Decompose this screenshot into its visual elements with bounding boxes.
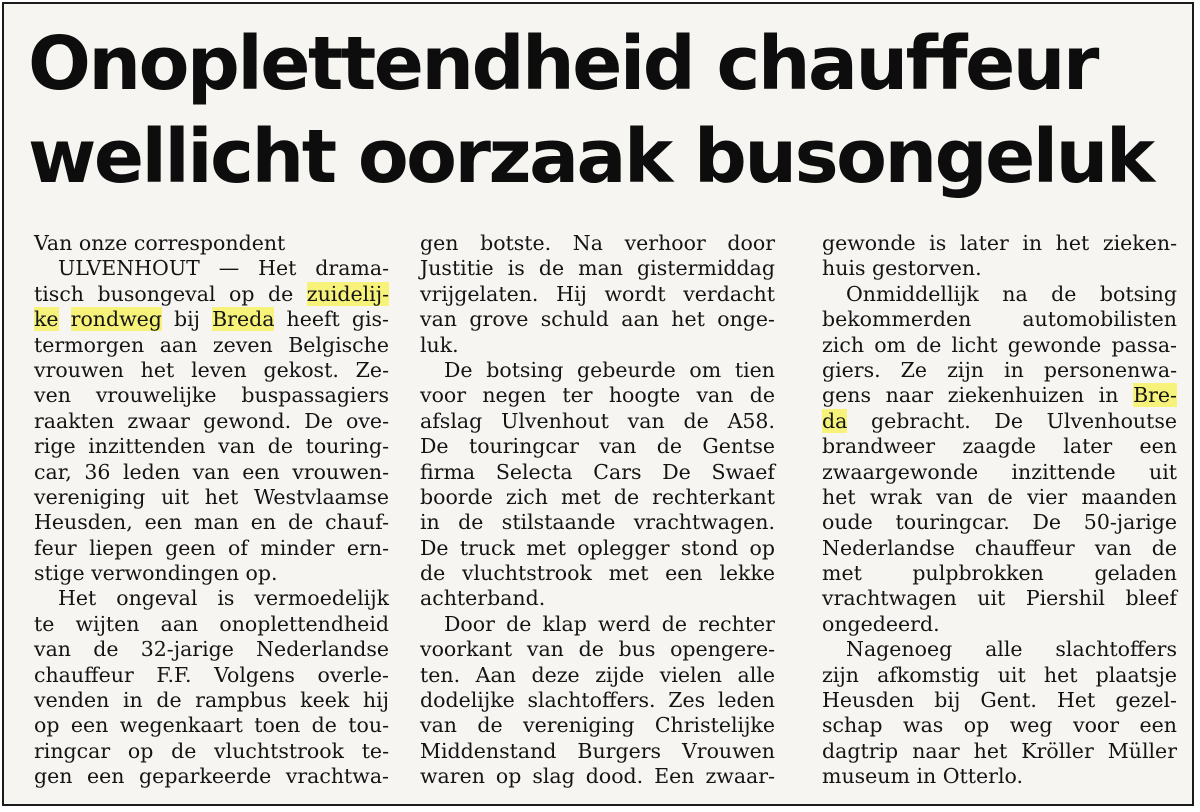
article-text: het wrak van de vier maanden [822, 484, 1177, 509]
article-line [822, 333, 1177, 358]
article-text: Heusden, een man en de chauf- [34, 510, 389, 535]
highlight-breda-2: Bre- [1133, 383, 1177, 408]
article-line [420, 307, 775, 332]
article-text: venden in de rampbus keek hij [34, 688, 389, 713]
article-line [822, 688, 1177, 713]
article-line [420, 688, 775, 713]
article-line [34, 688, 389, 713]
article-line [822, 358, 1177, 383]
article-line [34, 536, 389, 561]
article-line [420, 536, 775, 561]
article-body [26, 231, 1186, 801]
article-text: met pulpbrokken geladen [822, 561, 1177, 586]
article-text: gewonde is later in het zieken- [822, 231, 1177, 255]
article-line [420, 256, 775, 281]
article-text: gebracht. De Ulvenhoutse [847, 408, 1177, 433]
headline [28, 18, 1178, 204]
article-text: vereniging uit het Westvlaamse [34, 484, 389, 509]
article-line [34, 409, 389, 434]
article-text: van de vereniging Christelijke [420, 713, 775, 738]
article-text: ringcar op de vluchtstrook te- [34, 738, 389, 763]
article-text: voorkant van de bus opengere- [420, 637, 775, 662]
article-line [822, 383, 1177, 408]
article-line [822, 307, 1177, 332]
article-text: gens naar ziekenhuizen in [822, 383, 1134, 408]
article-text: gen botste. Na verhoor door [420, 231, 775, 255]
article-line [420, 637, 775, 662]
article-line [420, 510, 775, 535]
headline-line-1: Onoplettendheid chauffeur [28, 21, 1097, 107]
article-line [420, 383, 775, 408]
article-line [34, 333, 389, 358]
article-line [420, 561, 775, 586]
article-text: Justitie is de man gistermiddag [420, 256, 775, 281]
headline-line-2: wellicht oorzaak busongeluk [28, 114, 1153, 200]
article-text: Middenstand Burgers Vrouwen [420, 738, 775, 763]
article-text: huis gestorven. [822, 256, 982, 281]
article-text: Onmiddellijk na de botsing [846, 281, 1177, 306]
article-text: De touringcar van de Gentse [420, 434, 775, 459]
highlight-breda-2-cont: da [822, 408, 848, 433]
article-text: op een wegenkaart toen de tou- [34, 713, 389, 738]
article-line [34, 663, 389, 688]
article-text: afslag Ulvenhout van de A58. [420, 408, 775, 433]
article-text: chauffeur F.F. Volgens overle- [34, 662, 389, 687]
article-text: Nederlandse chauffeur van de [822, 535, 1177, 560]
article-text: oude touringcar. De 50-jarige [822, 510, 1177, 535]
article-line [822, 764, 1177, 789]
article-line [822, 256, 1177, 281]
article-text: de vluchtstrook met een lekke [420, 561, 775, 586]
article-text: museum in Otterlo. [822, 764, 1023, 789]
article-text: vrouwen het leven gekost. Ze- [34, 357, 389, 382]
article-line [822, 434, 1177, 459]
article-text: dagtrip naar het Kröller Müller [822, 738, 1177, 763]
newspaper-clipping [2, 2, 1194, 806]
article-text: Heusden bij Gent. Het gezel- [822, 688, 1177, 713]
article-text: voor negen ter hoogte van de [420, 383, 775, 408]
article-text: gen een geparkeerde vrachtwa- [34, 764, 389, 789]
article-text: termorgen aan zeven Belgische [34, 332, 389, 357]
article-line [822, 739, 1177, 764]
article-text: Het ongeval is vermoedelijk [58, 586, 389, 611]
article-text: dodelijke slachtoffers. Zes leden [420, 688, 775, 713]
article-line [34, 739, 389, 764]
article-text: tisch busongeval op de [34, 281, 307, 306]
article-text: ULVENHOUT — Het drama- [58, 256, 389, 281]
article-text: raakten zwaar gewond. De ove- [34, 408, 389, 433]
article-text: feur liepen geen of minder ern- [34, 535, 389, 560]
article-line [34, 434, 389, 459]
article-line [822, 663, 1177, 688]
highlight-zuidelijke-cont: ke [34, 307, 59, 332]
article-line [34, 713, 389, 738]
article-text: in de stilstaande vrachtwagen. [420, 510, 775, 535]
article-text: brandweer zaagde later een [822, 434, 1177, 459]
highlight-breda: Breda [212, 307, 275, 332]
column-2 [420, 231, 775, 790]
article-text: van de 32-jarige Nederlandse [34, 637, 389, 662]
article-text: firma Selecta Cars De Swaef [420, 459, 775, 484]
article-line [34, 586, 389, 611]
highlight-rondweg: rondweg [70, 307, 162, 332]
article-text: schap was op weg voor een [822, 713, 1177, 738]
article-line [822, 536, 1177, 561]
article-line [420, 358, 775, 383]
article-text: De truck met oplegger stond op [420, 535, 775, 560]
article-line [420, 231, 775, 256]
article-line [822, 460, 1177, 485]
article-text: ven vrouwelijke buspassagiers [34, 383, 389, 408]
article-line [420, 663, 775, 688]
article-line [34, 358, 389, 383]
article-text: zijn afkomstig uit het plaatsje [822, 662, 1177, 687]
article-text: zich om de licht gewonde passa- [822, 332, 1177, 357]
article-text: boorde zich met de rechterkant [420, 484, 775, 509]
article-text: te wijten aan onoplettendheid [34, 611, 389, 636]
article-text [59, 307, 71, 331]
article-line [822, 637, 1177, 662]
article-text: ten. Aan deze zijde vielen alle [420, 662, 775, 687]
article-line [34, 307, 389, 332]
article-line [34, 612, 389, 637]
article-line [420, 333, 775, 358]
article-text: vrijgelaten. Hij wordt verdacht [420, 281, 775, 306]
article-line [822, 231, 1177, 256]
article-line [34, 282, 389, 307]
article-line [420, 434, 775, 459]
byline: Van onze correspondent [34, 231, 286, 255]
article-line [420, 764, 775, 789]
article-line [34, 256, 389, 281]
article-line [420, 586, 775, 611]
article-line [34, 764, 389, 789]
article-text: luk. [420, 332, 459, 357]
article-line [822, 561, 1177, 586]
article-line [822, 586, 1177, 611]
article-text: van grove schuld aan het onge- [420, 307, 775, 332]
highlight-zuidelijke: zuidelij- [306, 281, 389, 306]
article-line [420, 485, 775, 510]
article-line [822, 409, 1177, 434]
article-line [34, 460, 389, 485]
article-text: vrachtwagen uit Piershil bleef [822, 586, 1177, 611]
article-line [34, 485, 389, 510]
article-line [822, 510, 1177, 535]
article-line [822, 282, 1177, 307]
article-text: achterband. [420, 586, 546, 611]
article-text: giers. Ze zijn in personenwa- [822, 357, 1177, 382]
article-text: Door de klap werd de rechter [444, 611, 775, 636]
article-text: bij [161, 307, 213, 332]
article-text: bekommerden automobilisten [822, 307, 1177, 332]
article-line [420, 612, 775, 637]
article-line [34, 561, 389, 586]
article-text: heeft gis- [274, 307, 389, 332]
article-text: ongedeerd. [822, 611, 940, 636]
article-line [822, 713, 1177, 738]
article-line [34, 637, 389, 662]
article-text: De botsing gebeurde om tien [444, 357, 775, 382]
column-3 [822, 231, 1177, 790]
article-text: rige inzittenden van de touring- [34, 434, 389, 459]
article-text: zwaargewonde inzittende uit [822, 459, 1177, 484]
article-line [822, 612, 1177, 637]
article-line [822, 485, 1177, 510]
article-line [420, 460, 775, 485]
article-line [34, 383, 389, 408]
article-text: car, 36 leden van een vrouwen- [34, 459, 389, 484]
article-text: Nagenoeg alle slachtoffers [846, 637, 1177, 662]
article-line [420, 713, 775, 738]
article-text: stige verwondingen op. [34, 561, 278, 586]
article-line [420, 409, 775, 434]
article-line [420, 739, 775, 764]
article-line [420, 282, 775, 307]
article-text: waren op slag dood. Een zwaar- [420, 764, 775, 789]
article-line [34, 510, 389, 535]
column-1 [34, 231, 389, 790]
